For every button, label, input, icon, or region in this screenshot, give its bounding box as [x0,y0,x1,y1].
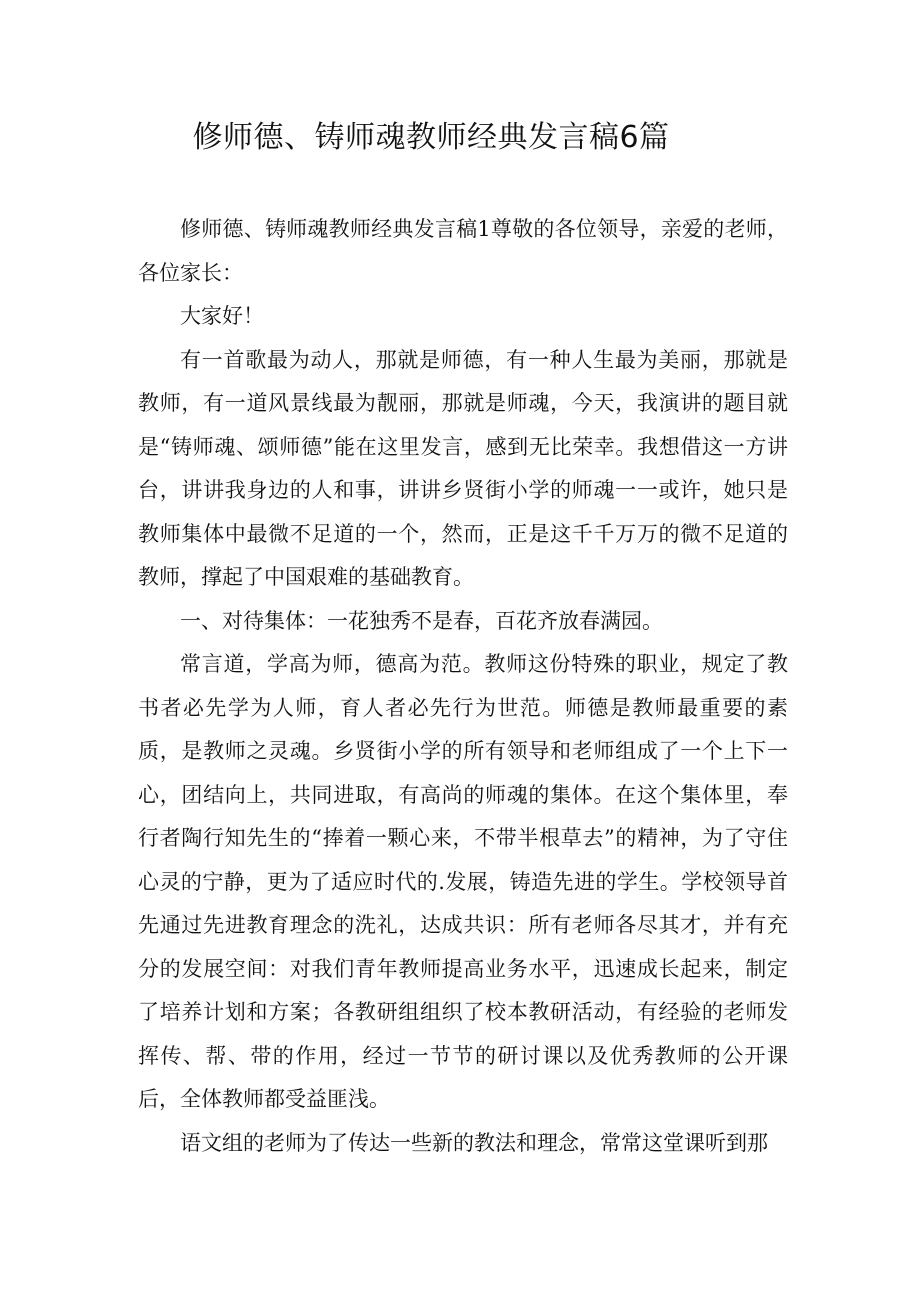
paragraph-hello: 大家好！ [180,304,264,328]
paragraph-chinese-group: 语文组的老师为了传达一些新的教法和理念，常常这堂课听到那 [180,1130,768,1155]
paragraph-intro: 有一首歌最为动人，那就是师德，有一种人生最为美丽，那就是教师，有一道风景线最为靓丽，那就是师魂，今天，我演讲的题目就是“铸师魂、颂师德”能在这里发言，感到无比荣幸。我想借这一方讲台，讲讲我身边的人和事，讲讲乡贤街小学的师魂一一或许，她只是教师集体中最微不足道的一个，然而，正是这千千万万的微不足道的教师，撑起了中国艰难的基础教育。 [138,347,788,589]
paragraph-greeting: 修师德、铸师魂教师经典发言稿1尊敬的各位领导，亲爱的老师，各位家长： [138,217,788,285]
paragraph-collective: 常言道，学高为师，德高为范。教师这份特殊的职业，规定了教书者必先学为人师，育人者必先行为世范。师德是教师最重要的素质，是教师之灵魂。乡贤街小学的所有领导和老师组成了一个上下一心，团结向上，共同进取，有高尚的师魂的集体。在这个集体里，奉行者陶行知先生的“捧着一颗心来，不带半根草去”的精神，为了守住心灵的宁静，更为了适应时代的.发展，铸造先进的学生。学校领导首先通过先进教育理念的洗礼，达成共识：所有老师各尽其才，并有充分的发展空间：对我们青年教师提高业务水平，迅速成长起来，制定了培养计划和方案；各教研组组织了校本教研活动，有经验的老师发挥传、帮、带的作用，经过一节节的研讨课以及优秀教师的公开课后，全体教师都受益匪浅。 [138,652,788,1111]
document-title: 修师德、铸师魂教师经典发言稿6篇 [192,120,670,155]
document-body [138,208,788,1165]
paragraph-section-heading: 一、对待集体：一花独秀不是春，百花齐放春满园。 [180,608,663,633]
